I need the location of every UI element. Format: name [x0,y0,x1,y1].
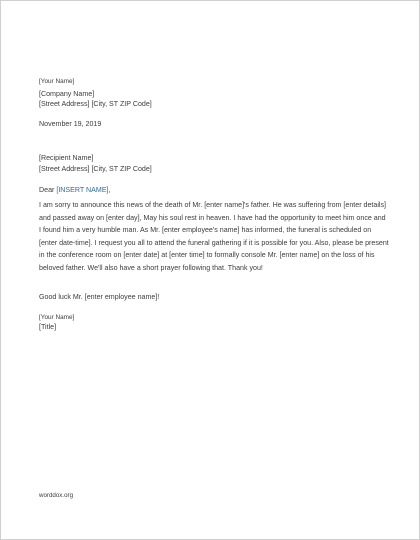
footer-site: worddox.org [39,492,74,499]
salutation [39,184,111,197]
recipient-name: [Recipient Name] [39,154,94,162]
signature-name: [Your Name] [39,314,75,321]
sender-name: [Your Name] [39,78,75,85]
signature-title: [Title] [39,323,57,331]
letter-date: November 19, 2019 [39,120,102,128]
salutation-prefix: Dear [39,186,57,194]
recipient-address: [Street Address] [City, ST ZIP Code] [39,165,152,173]
salutation-name: [INSERT NAME] [56,186,109,194]
salutation-suffix: , [108,186,111,194]
closing-line: Good luck Mr. [enter employee name]! [39,293,160,301]
body-paragraph: I am sorry to announce this news of the death of Mr. [enter name]'s father. He was suffering from [enter details] and passed away on [enter day], May his soul rest in heaven. I have had the opportunity to meet him once and I found him a very humble man. As Mr. [enter employee's name] has informed, the funeral is scheduled on [enter date-time]. I request you all to attend the funeral gathering if it is possible for you. Also, please be present in the conference room on [enter date] at [enter time] to formally console Mr. [enter name] on the loss of his beloved father. We'll also have a short prayer following that. Thank you! [39,201,389,272]
sender-address: [Street Address] [City, ST ZIP Code] [39,100,152,108]
sender-company: [Company Name] [39,90,95,98]
